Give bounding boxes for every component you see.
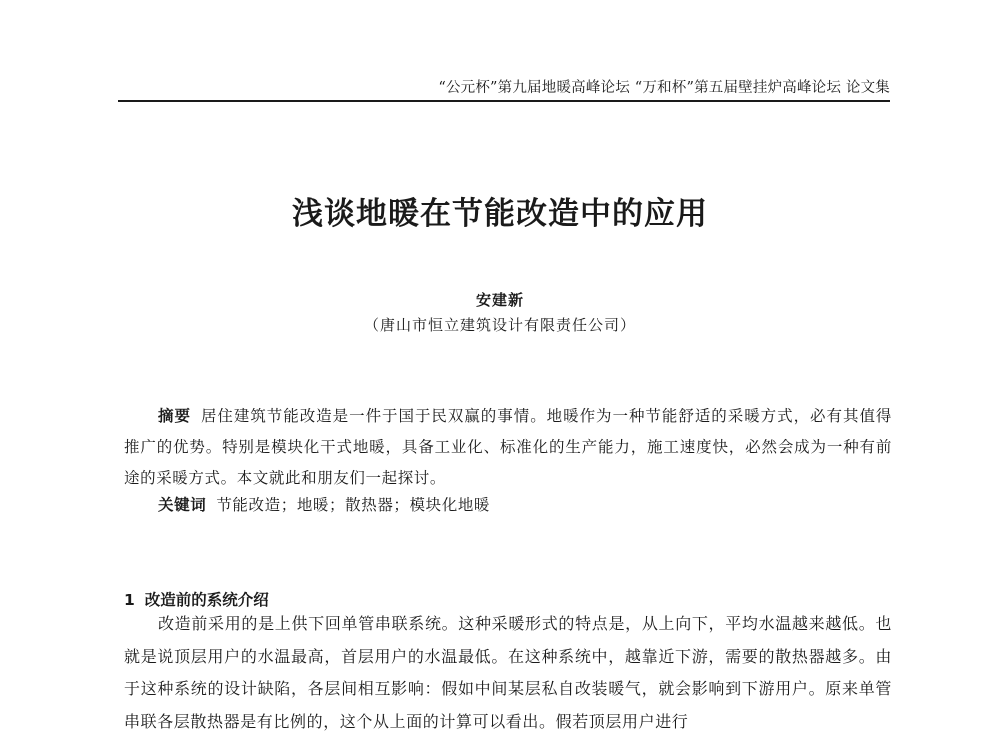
section-heading [124,588,269,610]
section-body: 改造前采用的是上供下回单管串联系统。这种采暖形式的特点是，从上向下，平均水温越来越低。也就是说顶层用户的水温最高，首层用户的水温最低。在这种系统中，越靠近下游，需要的散热器越多。由于这种系统的设计缺陷，各层间相互影响：假如中间某层私自改装暖气，就会影响到下游用户。原来单管串联各层散热器是有比例的，这个从上面的计算可以看出。假若顶层用户进行 [124,614,892,731]
author-affiliation: （唐山市恒立建筑设计有限责任公司） [363,316,636,334]
header-rule [118,100,890,102]
section-title: 改造前的系统介绍 [144,591,269,609]
running-header: “公元杯”第九届地暖高峰论坛 “万和杯”第五届壁挂炉高峰论坛 论文集 [438,80,890,96]
abstract-text: 居住建筑节能改造是一件于国于民双赢的事情。地暖作为一种节能舒适的采暖方式，必有其值得推广的优势。特别是模块化干式地暖，具备工业化、标准化的生产能力，施工速度快，必然会成为一种有前途的采暖方式。本文就此和朋友们一起探讨。 [124,407,893,487]
keywords-text: 节能改造；地暖；散热器；模块化地暖 [216,496,491,514]
author-name: 安建新 [475,291,524,309]
keywords [158,493,490,515]
paper-title: 浅谈地暖在节能改造中的应用 [292,196,708,232]
keywords-label: 关键词 [158,496,207,514]
abstract [124,401,892,494]
abstract-label: 摘要 [158,407,191,425]
section-number: 1 [124,591,135,609]
